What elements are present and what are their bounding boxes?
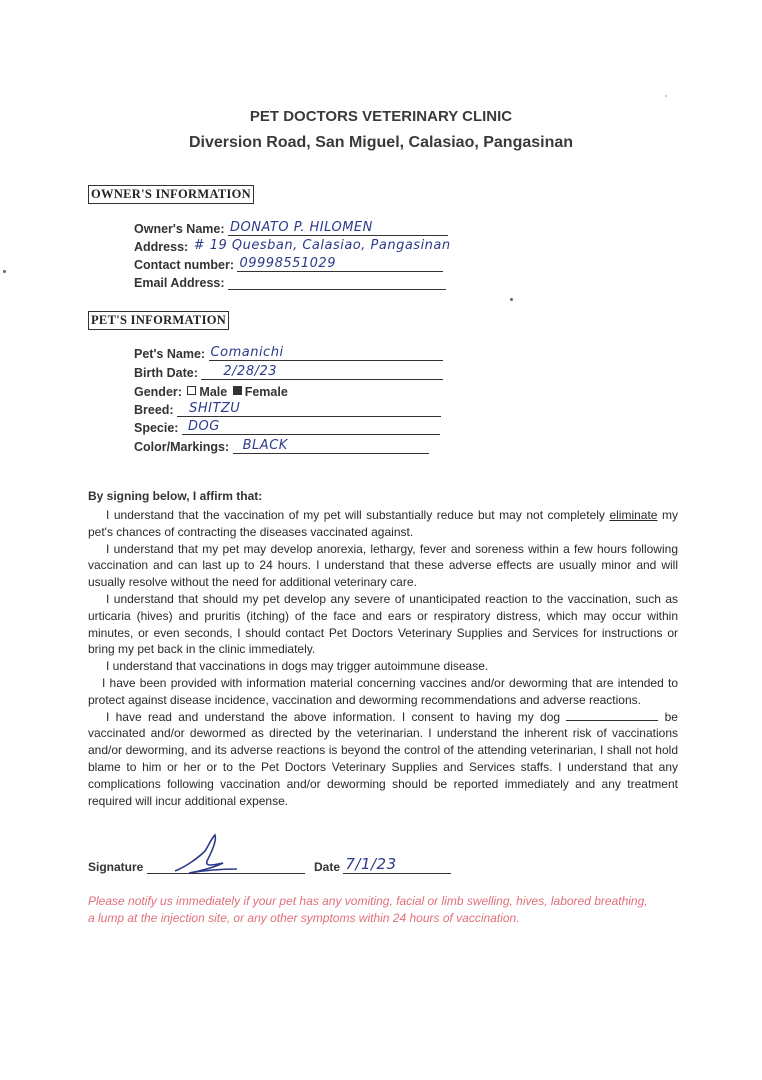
birth-date-field[interactable] — [201, 366, 443, 380]
gender-male-checkbox[interactable] — [187, 386, 196, 395]
signature-label: Signature — [88, 860, 144, 874]
color-label: Color/Markings: — [134, 440, 230, 454]
signature-field[interactable] — [147, 860, 305, 874]
email-row — [134, 276, 446, 290]
consent-paragraph-3: I understand that should my pet develop any severe of unanticipated reaction to the vaccination, such as urticaria (hives) and pruritis (itching) of the face and ears or respiratory distress, which may occur within minutes, or even seconds, I should contact Pet Doctors Veterinary Supplies and Services for instructions or bring my pet back in the clinic immediately. — [88, 591, 678, 657]
birth-date-row — [134, 366, 443, 380]
clinic-name: PET DOCTORS VETERINARY CLINIC — [249, 108, 513, 125]
color-value: BLACK — [242, 438, 288, 453]
color-field[interactable] — [233, 440, 429, 454]
pet-section-heading: PET'S INFORMATION — [88, 311, 229, 330]
vaccination-notice: Please notify us immediately if your pet has any vomiting, facial or limb swelling, hives, labored breathing, a lump at the injection site, or any other symptoms within 24 hours of vaccination. — [88, 894, 648, 925]
gender-female-label: Female — [244, 385, 288, 399]
contact-field[interactable] — [237, 258, 443, 272]
owner-name-label: Owner's Name: — [134, 222, 225, 236]
owner-name-field[interactable] — [228, 222, 448, 236]
breed-field[interactable] — [177, 403, 441, 417]
gender-male-label: Male — [199, 385, 228, 399]
scan-speck — [510, 298, 513, 301]
address-field[interactable] — [192, 240, 450, 254]
owner-name-value: DONATO P. HILOMEN — [230, 220, 373, 235]
email-label: Email Address: — [134, 276, 225, 290]
date-label: Date — [314, 860, 341, 874]
gender-female-checkbox[interactable] — [233, 386, 242, 395]
specie-field[interactable] — [182, 421, 440, 435]
color-row — [134, 440, 429, 454]
consent-paragraph-5: I have been provided with information material concerning vaccines and/or deworming that are intended to protect against disease incidence, vaccination and deworming recommendations and adverse reactions. — [88, 675, 678, 707]
birth-date-label: Birth Date: — [134, 366, 198, 380]
address-label: Address: — [134, 240, 189, 254]
birth-date-value: 2/28/23 — [223, 364, 278, 379]
pet-name-row — [134, 347, 443, 361]
address-value: # 19 Quesban, Calasiao, Pangasinan — [193, 238, 451, 253]
contact-value: 09998551029 — [239, 256, 336, 271]
signature-row — [88, 860, 305, 874]
pet-name-label: Pet's Name: — [134, 347, 206, 361]
consent-paragraph-1: I understand that the vaccination of my pet will substantially reduce but may not completely eliminate my pet's chances of contracting the diseases vaccinated against. — [88, 508, 678, 539]
specie-label: Specie: — [134, 421, 179, 435]
consent-paragraph-4: I understand that vaccinations in dogs may trigger autoimmune disease. — [106, 659, 489, 674]
owner-name-row — [134, 222, 448, 236]
address-row — [134, 240, 450, 254]
email-field[interactable] — [228, 276, 446, 290]
clinic-address: Diversion Road, San Miguel, Calasiao, Pangasinan — [188, 134, 574, 151]
date-field[interactable] — [343, 855, 451, 874]
breed-row — [134, 403, 441, 417]
signature-scribble — [171, 831, 251, 877]
specie-value: DOG — [187, 419, 220, 434]
consent-body — [88, 507, 678, 809]
dog-name-blank[interactable] — [566, 710, 658, 721]
pet-name-value: Comanichi — [210, 345, 284, 360]
pet-name-field[interactable] — [209, 347, 443, 361]
contact-row — [134, 258, 443, 272]
scan-speck — [3, 270, 6, 273]
date-row — [314, 855, 451, 874]
consent-lead: By signing below, I affirm that: — [88, 489, 263, 503]
consent-paragraph-2: I understand that my pet may develop anorexia, lethargy, fever and soreness within a few hours following vaccination and can last up to 24 hours. I understand that these adverse effects are usually minor and will usually resolve without the need for additional veterinary care. — [88, 541, 678, 590]
breed-value: SHITZU — [189, 401, 241, 416]
gender-row — [134, 385, 288, 399]
owner-section-heading: OWNER'S INFORMATION — [88, 185, 254, 204]
consent-paragraph-6: I have read and understand the above information. I consent to having my dog be vaccinated and/or dewormed as directed by the veterinarian. I understand the inherent risk of vaccinations and/or deworming, and its adverse reactions is beyond the control of the attending veterinarian, I shall not hold blame to him or her or to the Pet Doctors Veterinary Supplies and Services staffs. I understand that any complications following vaccination and/or deworming should be reported immediately and any treatment required will incur additional expense. — [88, 709, 678, 808]
specie-row — [134, 421, 440, 435]
contact-label: Contact number: — [134, 258, 234, 272]
scan-speck — [665, 95, 667, 97]
breed-label: Breed: — [134, 403, 174, 417]
eliminate-underlined: eliminate — [609, 508, 658, 522]
date-value: 7/1/23 — [345, 855, 397, 873]
gender-label: Gender: — [134, 385, 182, 399]
